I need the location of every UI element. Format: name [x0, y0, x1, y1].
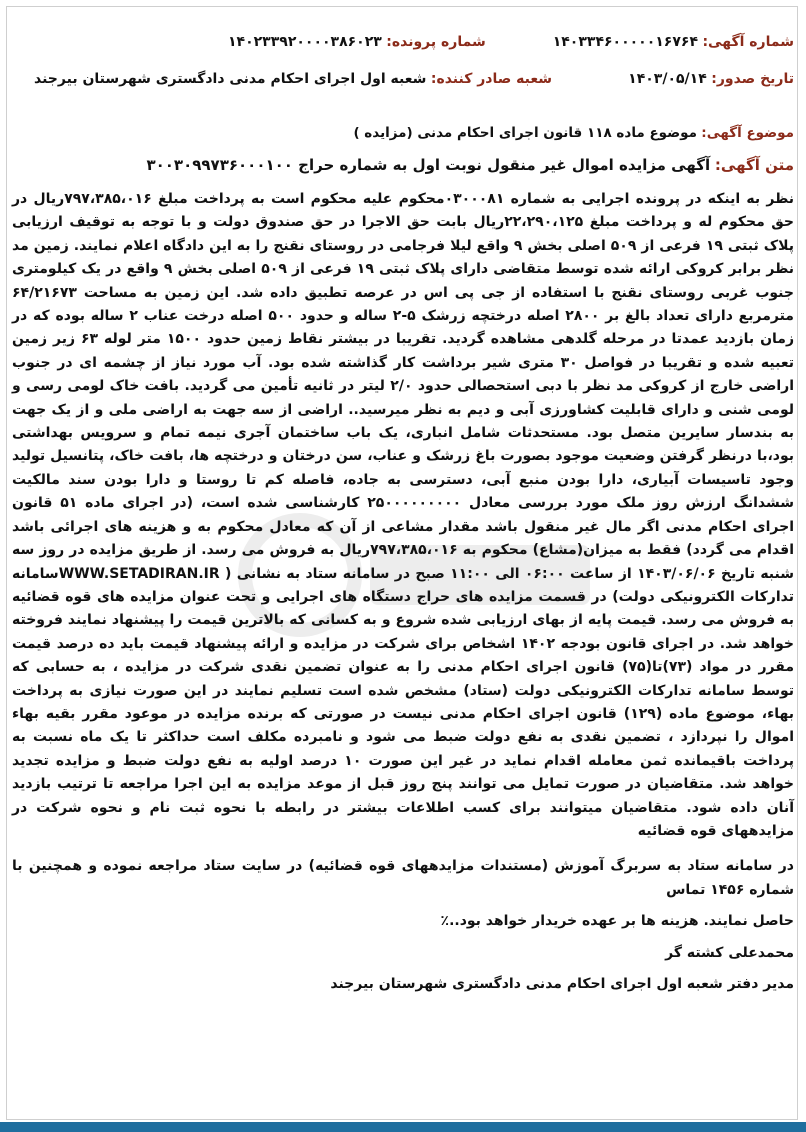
issue-date-row [628, 71, 794, 87]
cost-paragraph: حاصل نمایند. هزینه ها بر عهده خریدار خواهد بود..٪ [440, 913, 794, 930]
subject-row [353, 125, 794, 141]
issue-date-value: ۱۴۰۳/۰۵/۱۴ [628, 71, 707, 87]
case-number-value: ۱۴۰۲۳۳۹۲۰۰۰۰۳۸۶۰۲۳ [228, 34, 382, 50]
issuer-label: شعبه صادر کننده: [430, 71, 553, 87]
case-number-row [228, 34, 486, 50]
case-number-label: شماره پرونده: [386, 34, 486, 50]
subject-value: موضوع ماده ۱۱۸ قانون اجرای احکام مدنی (مزایده ) [353, 125, 697, 141]
bottom-accent-bar [0, 1122, 806, 1132]
ad-number-row [553, 34, 794, 50]
contact-paragraph: در سامانه ستاد به سربرگ آموزش (مستندات مزایدههای قوه قضائیه) در سایت ستاد مراجعه نموده و همچنین با شماره ۱۴۵۶ تماس [12, 858, 794, 898]
official-title: مدیر دفتر شعبه اول اجرای احکام مدنی دادگستری شهرستان بیرجند [330, 976, 794, 992]
subject-label: موضوع آگهی: [701, 125, 794, 141]
ad-text-value: آگهی مزایده اموال غیر منقول نوبت اول به شماره حراج ۳۰۰۳۰۹۹۷۳۶۰۰۰۱۰۰ [146, 156, 711, 174]
official-name: محمدعلی کشته گر [665, 944, 794, 961]
issuer-value: شعبه اول اجرای احکام مدنی دادگستری شهرستان بیرجند [34, 71, 427, 87]
issuer-row [34, 71, 552, 87]
issue-date-label: تاریخ صدور: [711, 71, 794, 87]
main-paragraph: نظر به اینکه در پرونده اجرایی به شماره ۰۳۰۰۰۸۱محکوم علیه محکوم است به پرداخت مبلغ ۷۹۷،۳۸۵،۰۱۶ریال در حق محکوم له و پرداخت مبلغ ۲۲،۲۹۰،۱۲۵ریال بابت حق الاجرا در حق صندوق دولت و با توجه به توقیف ارزیابی پلاک ثبتی ۱۹ فرعی از ۵۰۹ اصلی بخش ۹ واقع لیلا فرجامی در روستای نقنج را به این دادگاه اعلام نمایند. زمین مد نظر برابر کروکی ارائه شده توسط متقاضی دارای پلاک ثبتی ۱۹ فرعی از ۵۰۹ اصلی بخش ۹ واقع در یک کیلومتری جنوب غربی روستای نقنج با استفاده از جی پی اس در عرصه تطبیق داده شد. این زمین به مساحت ۶۴/۲۱۶۷۳ مترمربع دارای تعداد بالغ بر ۲۸۰۰ اصله درختچه زرشک ۵-۲ ساله و حدود ۵۰۰ اصله درخت عناب ۲ ساله بوده که در زمان بازدید عمدتا در مرحله گلدهی مشاهده گردید. تقریبا در بیشتر نقاط زمین حدود ۱۵۰۰ متر لوله ۶۳ زیر زمین تعبیه شده و تقریبا در فواصل ۳۰ متری شیر برداشت کار گذاشته شده بود. آب مورد نیاز از چشمه ای در جنوب اراضی خارج از کروکی مد نظر با دبی استحصالی حدود ۲/۰ لیتر در ثانیه تأمین می گردید. بافت خاک لومی رسی و لومی شنی و دارای قابلیت کشاورزی آبی و دیم به نظر میرسید.. اراضی از سه جهت به اراضی ملی و از یک جهت به بندسار سایرین متصل بود. مستحدثات شامل انباری، یک باب ساختمان آجری نیمه تمام و سرویس بهداشتی بود،با درنظر گرفتن وضعیت موجود بصورت باغ زرشک و عناب، سن درختان و درختچه ها، بافت خاک، پتانسیل تولید وجود تاسیسات آبیاری، دارا بودن منبع آبی، دسترسی به جاده، فاصله کم تا روستا و دارا بودن سند مالکیت ششدانگ ارزش روز ملک مورد بررسی معادل ۲۵۰۰۰۰۰۰۰۰۰ کارشناسی شده است، (در اجرای ماده ۵۱ قانون اجرای احکام مدنی اگر مال غیر منقول باشد مقدار مشاعی از آن که معادل محکوم به و هزینه های اجرائی باشد اقدام می گردد) فقط به میزان(مشاع) محکوم به ۷۹۷،۳۸۵،۰۱۶ریال به فروش می رسد. از طریق مزایده در روز سه شنبه تاریخ ۱۴۰۳/۰۶/۰۶ از ساعت ۰۶:۰۰ الی ۱۱:۰۰ صبح در سامانه ستاد به نشانی ( WWW.SETADIRAN.IRسامانه تدارکات الکترونیکی دولت) در قسمت مزایده های حراج دستگاه های اجرایی و تحت عنوان مزایده های قوه قضائیه به فروش می رسد. قیمت پایه از بهای ارزیابی شده شروع و به کسانی که بالاترین قیمت را پیشنهاد نمایند فروخته خواهد شد. در اجرای قانون بودجه ۱۴۰۲ اشخاص برای شرکت در مزایده و ارائه پیشنهاد قیمت باید ده درصد قیمت مقرر در مواد (۷۳)تا(۷۵) قانون اجرای احکام مدنی را به عنوان تضمین نقدی شرکت در مزایده ، به حسابی که توسط سامانه تدارکات الکترونیکی دولت (ستاد) مشخص شده است تسلیم نمایند در این صورت نیازی به پرداخت بهاء، موضوع ماده (۱۲۹) قانون اجرای احکام مدنی نیست در صورتی که برنده مزایده در موعود مقرر بقیه بهاء اموال را نپردازد ، تضمین نقدی به نفع دولت ضبط می شود و نامبرده مکلف است حداکثر تا یک ماه نسبت به پرداخت باقیمانده ثمن معامله اقدام نماید در غیر این صورت ۱۰ درصد اولیه به نفع دولت ضبط و مزایده تجدید خواهد شد. متقاضیان در صورت تمایل می توانند پنج روز قبل از موعد مزایده به این اجرا مراجعه تا ترتیب بازدید آنان داده شود. متقاضیان میتوانند برای کسب اطلاعات بیشتر در رابطه با نحوه ثبت نام و نحوه شرکت در مزایدههای قوه قضائیه [12, 191, 795, 839]
ad-text-label: متن آگهی: [714, 156, 794, 174]
ad-text-row [146, 156, 794, 174]
ad-number-value: ۱۴۰۳۳۴۶۰۰۰۰۰۱۶۷۶۴ [552, 34, 698, 50]
announcement-body [12, 188, 794, 996]
ad-number-label: شماره آگهی: [702, 34, 794, 50]
